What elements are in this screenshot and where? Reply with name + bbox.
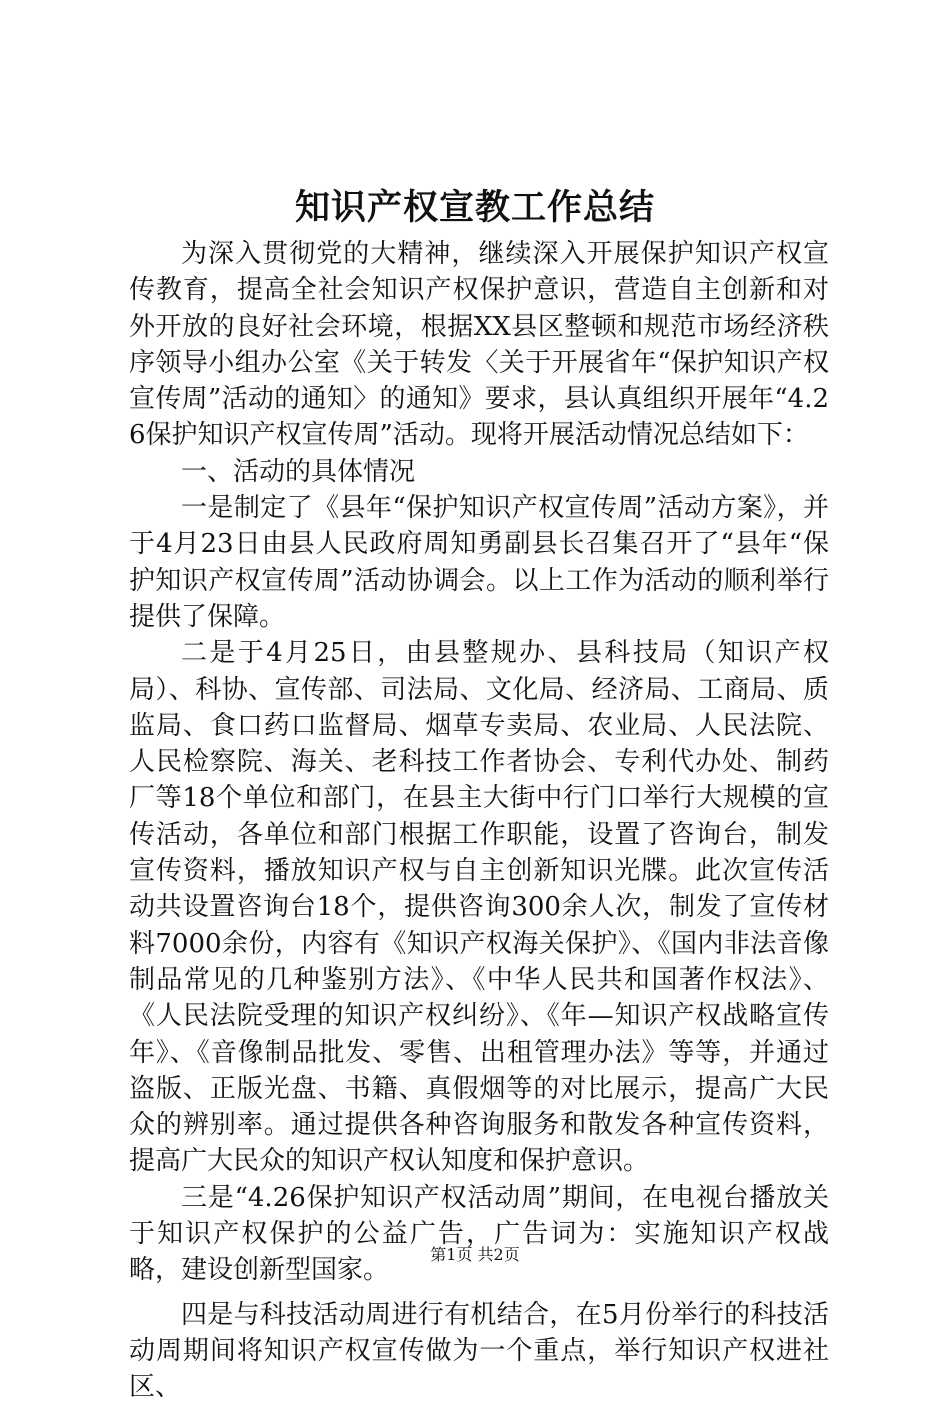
paragraph-intro: 为深入贯彻党的大精神，继续深入开展保护知识产权宣传教育，提高全社会知识产权保护意识，营造自主创新和对外开放的良好社会环境，根据XX县区整顿和规范市场经济秩序领导小组办公室《关于转发〈关于开展省年“保护知识产权宣传周”活动的通知〉的通知》要求，县认真组织开展年“4.26保护知识产权宣传周”活动。现将开展活动情况总结如下： [129,239,829,451]
paragraph-item-3: 三是“4.26保护知识产权活动周”期间，在电视台播放关于知识产权保护的公益广告，广告词为：实施知识产权战略，建设创新型国家。 [129,1182,829,1286]
document-title: 知识产权宣教工作总结 [294,187,655,228]
paragraph-item-4: 四是与科技活动周进行有机结合，在5月份举行的科技活动周期间将知识产权宣传做为一个重点，举行知识产权进社区、 [129,1299,829,1403]
paragraph-item-1: 一是制定了《县年“保护知识产权宣传周”活动方案》，并于4月23日由县人民政府周知勇副县长召集召开了“县年“保护知识产权宣传周”活动协调会。以上工作为活动的顺利举行提供了保障。 [129,493,829,632]
page-footer: 第1页 共2页 [430,1245,520,1264]
section-heading: 一、活动的具体情况 [181,456,416,487]
document-body [129,236,829,1406]
paragraph-item-2: 二是于4月25日，由县整规办、县科技局（知识产权局）、科协、宣传部、司法局、文化局、经济局、工商局、质监局、食口药口监督局、烟草专卖局、农业局、人民法院、人民检察院、海关、老科技工作者协会、专利代办处、制药厂等18个单位和部门，在县主大街中行门口举行大规模的宣传活动，各单位和部门根据工作职能，设置了咨询台，制发宣传资料，播放知识产权与自主创新知识光牒。此次宣传活动共设置咨询台18个，提供咨询300余人次，制发了宣传材料7000余份，内容有《知识产权海关保护》、《国内非法音像制品常见的几种鉴别方法》、《中华人民共和国著作权法》、《人民法院受理的知识产权纠纷》、《年—知识产权战略宣传年》、《音像制品批发、零售、出租管理办法》等等，并通过盗版、正版光盘、书籍、真假烟等的对比展示，提高广大民众的辨别率。通过提供各种咨询服务和散发各种宣传资料，提高广大民众的知识产权认知度和保护意识。 [129,638,829,1177]
